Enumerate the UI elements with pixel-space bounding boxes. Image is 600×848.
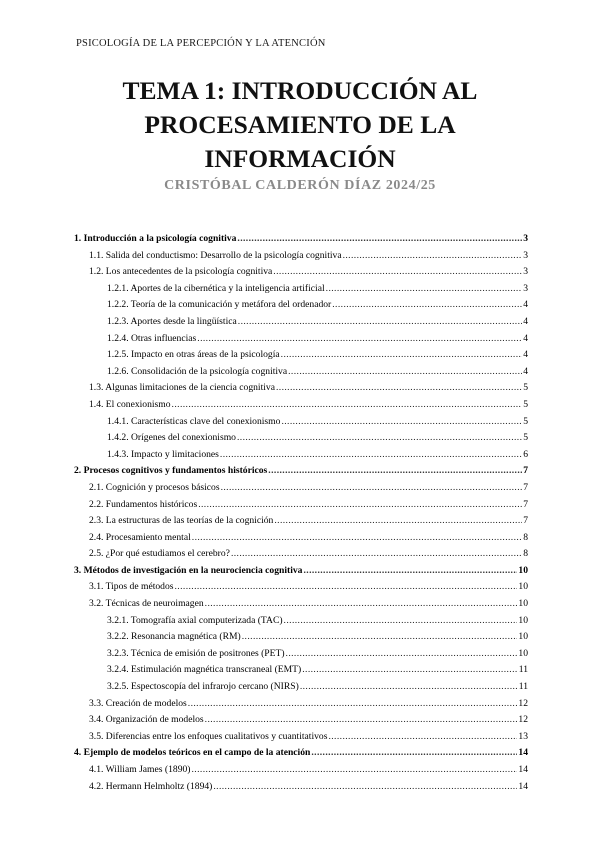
toc-entry-page: 5 bbox=[523, 432, 528, 444]
toc-leader-dots bbox=[205, 714, 518, 725]
toc-leader-dots bbox=[237, 233, 522, 244]
toc-entry-label: 3.2. Técnicas de neuroimagen bbox=[89, 598, 204, 610]
toc-leader-dots bbox=[286, 648, 518, 659]
toc-leader-dots bbox=[273, 266, 522, 277]
toc-entry[interactable] bbox=[74, 681, 528, 698]
toc-leader-dots bbox=[237, 432, 522, 443]
toc-entry-page: 8 bbox=[523, 548, 528, 560]
toc-entry-label: 3.2.1. Tomografía axial computerizada (TAC) bbox=[107, 614, 283, 626]
toc-entry[interactable] bbox=[74, 449, 528, 466]
toc-entry[interactable] bbox=[74, 648, 528, 665]
toc-entry-page: 4 bbox=[523, 315, 528, 327]
toc-entry-label: 1.4.1. Características clave del conexionismo bbox=[107, 415, 281, 427]
toc-leader-dots bbox=[281, 349, 523, 360]
toc-entry-label: 3.1. Tipos de métodos bbox=[89, 581, 174, 593]
toc-entry[interactable] bbox=[74, 349, 528, 366]
toc-entry[interactable] bbox=[74, 581, 528, 598]
toc-leader-dots bbox=[172, 399, 523, 410]
toc-entry-page: 7 bbox=[523, 498, 528, 510]
toc-entry-page: 8 bbox=[523, 531, 528, 543]
toc-leader-dots bbox=[231, 548, 522, 559]
toc-leader-dots bbox=[332, 299, 522, 310]
title-line: INFORMACIÓN bbox=[204, 144, 396, 173]
toc-leader-dots bbox=[326, 283, 523, 294]
toc-entry-label: 1.4.3. Impacto y limitaciones bbox=[107, 448, 219, 460]
toc-entry[interactable] bbox=[74, 382, 528, 399]
toc-leader-dots bbox=[221, 482, 523, 493]
toc-entry-page: 14 bbox=[518, 747, 528, 759]
toc-entry-page: 7 bbox=[523, 465, 528, 477]
toc-entry[interactable] bbox=[74, 399, 528, 416]
toc-entry-label: 1.4.2. Orígenes del conexionismo bbox=[107, 432, 236, 444]
toc-entry[interactable] bbox=[74, 664, 528, 681]
toc-entry[interactable] bbox=[74, 515, 528, 532]
toc-entry-page: 12 bbox=[518, 697, 528, 709]
toc-entry-label: 3.2.3. Técnica de emisión de positrones (PET) bbox=[107, 647, 285, 659]
toc-entry[interactable] bbox=[74, 565, 528, 582]
toc-leader-dots bbox=[302, 664, 518, 675]
toc-entry-page: 6 bbox=[523, 448, 528, 460]
toc-entry-label: 3.3. Creación de modelos bbox=[89, 697, 187, 709]
toc-entry-page: 4 bbox=[523, 332, 528, 344]
toc-leader-dots bbox=[192, 532, 522, 543]
toc-leader-dots bbox=[192, 764, 518, 775]
toc-entry-page: 7 bbox=[523, 515, 528, 527]
toc-leader-dots bbox=[276, 382, 522, 393]
toc-leader-dots bbox=[284, 615, 518, 626]
toc-entry-label: 2.2. Fundamentos históricos bbox=[89, 498, 198, 510]
toc-entry[interactable] bbox=[74, 233, 528, 250]
toc-leader-dots bbox=[220, 449, 522, 460]
toc-entry[interactable] bbox=[74, 615, 528, 632]
toc-entry-page: 3 bbox=[523, 266, 528, 278]
toc-entry-page: 4 bbox=[523, 299, 528, 311]
toc-leader-dots bbox=[303, 565, 517, 576]
toc-entry[interactable] bbox=[74, 316, 528, 333]
toc-entry-page: 5 bbox=[523, 382, 528, 394]
toc-entry-page: 10 bbox=[518, 631, 528, 643]
toc-entry-label: 1.4. El conexionismo bbox=[89, 398, 171, 410]
toc-entry-label: 1.2.4. Otras influencias bbox=[107, 332, 197, 344]
toc-entry-page: 7 bbox=[523, 481, 528, 493]
toc-entry-page: 13 bbox=[518, 730, 528, 742]
toc-leader-dots bbox=[197, 333, 522, 344]
toc-entry-label: 2.5. ¿Por qué estudiamos el cerebro? bbox=[89, 548, 230, 560]
running-header: PSICOLOGÍA DE LA PERCEPCIÓN Y LA ATENCIÓN bbox=[76, 38, 326, 49]
toc-entry-label: 1. Introducción a la psicología cognitiva bbox=[74, 233, 237, 244]
toc-leader-dots bbox=[242, 631, 518, 642]
toc-entry[interactable] bbox=[74, 432, 528, 449]
toc-entry-label: 3.4. Organización de modelos bbox=[89, 714, 204, 726]
toc-entry-label: 3.5. Diferencias entre los enfoques cualitativos y cuantitativos bbox=[89, 730, 328, 742]
toc-leader-dots bbox=[205, 598, 518, 609]
toc-entry-page: 11 bbox=[518, 664, 528, 676]
toc-entry[interactable] bbox=[74, 698, 528, 715]
toc-entry-page: 5 bbox=[523, 415, 528, 427]
toc-entry-page: 14 bbox=[518, 764, 528, 775]
toc-entry-label: 1.2. Los antecedentes de la psicología cognitiva bbox=[89, 266, 273, 278]
toc-entry-label: 4.2. Hermann Helmholtz (1894) bbox=[89, 780, 213, 792]
toc-entry[interactable] bbox=[74, 250, 528, 267]
toc-entry[interactable] bbox=[74, 548, 528, 565]
toc-entry[interactable] bbox=[74, 731, 528, 748]
toc-leader-dots bbox=[311, 747, 517, 758]
toc-entry-label: 3. Métodos de investigación en la neurociencia cognitiva bbox=[74, 564, 303, 576]
toc-entry-label: 3.2.5. Espectoscopía del infrarojo cercano (NIRS) bbox=[107, 681, 299, 693]
toc-entry-page: 3 bbox=[523, 249, 528, 261]
toc-entry-page: 3 bbox=[523, 233, 528, 244]
toc-entry-label: 1.1. Salida del conductismo: Desarrollo de la psicología cognitiva bbox=[89, 249, 342, 261]
toc-entry-page: 4 bbox=[523, 349, 528, 361]
toc-entry-label: 4.1. William James (1890) bbox=[89, 764, 191, 775]
toc-leader-dots bbox=[288, 366, 522, 377]
toc-entry-label: 1.2.1. Aportes de la cibernética y la inteligencia artificial bbox=[107, 282, 325, 294]
toc-entry-label: 4. Ejemplo de modelos teóricos en el campo de la atención bbox=[74, 747, 311, 759]
toc-entry-page: 10 bbox=[518, 598, 528, 610]
toc-leader-dots bbox=[328, 731, 517, 742]
toc-entry[interactable] bbox=[74, 764, 528, 781]
toc-leader-dots bbox=[268, 465, 522, 476]
toc-entry-page: 11 bbox=[518, 681, 528, 693]
author-line: CRISTÓBAL CALDERÓN DÍAZ 2024/25 bbox=[164, 178, 436, 193]
toc-entry[interactable] bbox=[74, 714, 528, 731]
toc-entry[interactable] bbox=[74, 299, 528, 316]
toc-entry[interactable] bbox=[74, 598, 528, 615]
toc-entry-page: 14 bbox=[518, 780, 528, 792]
toc-entry-page: 10 bbox=[518, 564, 528, 576]
toc-entry[interactable] bbox=[74, 333, 528, 350]
toc-entry-label: 1.3. Algunas limitaciones de la ciencia cognitiva bbox=[89, 382, 275, 394]
title-line: TEMA 1: INTRODUCCIÓN AL bbox=[122, 76, 478, 105]
toc-entry[interactable] bbox=[74, 747, 528, 764]
toc-entry-label: 2.1. Cognición y procesos básicos bbox=[89, 481, 220, 493]
toc-entry[interactable] bbox=[74, 366, 528, 383]
toc-entry-label: 1.2.3. Aportes desde la lingüística bbox=[107, 315, 237, 327]
toc-entry[interactable] bbox=[74, 416, 528, 433]
toc-entry[interactable] bbox=[74, 283, 528, 300]
title-line: PROCESAMIENTO DE LA bbox=[144, 110, 456, 139]
toc-entry[interactable] bbox=[74, 781, 528, 798]
toc-leader-dots bbox=[213, 781, 517, 792]
toc-leader-dots bbox=[300, 681, 518, 692]
table-of-contents bbox=[74, 233, 528, 797]
toc-entry-label: 2. Procesos cognitivos y fundamentos históricos bbox=[74, 465, 268, 477]
document-title bbox=[60, 74, 540, 176]
toc-entry-label: 2.4. Procesamiento mental bbox=[89, 531, 191, 543]
toc-entry-label: 1.2.5. Impacto en otras áreas de la psicología bbox=[107, 349, 280, 361]
toc-entry[interactable] bbox=[74, 499, 528, 516]
toc-leader-dots bbox=[188, 698, 518, 709]
toc-entry-label: 3.2.4. Estimulación magnética transcraneal (EMT) bbox=[107, 664, 302, 676]
toc-entry-page: 10 bbox=[518, 581, 528, 593]
toc-entry-page: 12 bbox=[518, 714, 528, 726]
toc-entry-page: 3 bbox=[523, 282, 528, 294]
toc-leader-dots bbox=[198, 499, 522, 510]
toc-entry-page: 4 bbox=[523, 365, 528, 377]
toc-entry-label: 1.2.6. Consolidación de la psicología cognitiva bbox=[107, 365, 288, 377]
toc-entry[interactable] bbox=[74, 482, 528, 499]
toc-entry[interactable] bbox=[74, 532, 528, 549]
toc-entry-label: 3.2.2. Resonancia magnética (RM) bbox=[107, 631, 241, 643]
toc-entry[interactable] bbox=[74, 266, 528, 283]
toc-leader-dots bbox=[175, 581, 518, 592]
toc-entry-page: 10 bbox=[518, 647, 528, 659]
toc-leader-dots bbox=[281, 416, 522, 427]
toc-entry-page: 10 bbox=[518, 614, 528, 626]
toc-entry-label: 2.3. La estructuras de las teorías de la cognición bbox=[89, 515, 274, 527]
toc-entry-page: 5 bbox=[523, 398, 528, 410]
toc-entry-label: 1.2.2. Teoría de la comunicación y metáfora del ordenador bbox=[107, 299, 332, 311]
toc-leader-dots bbox=[274, 515, 522, 526]
toc-leader-dots bbox=[343, 250, 523, 261]
toc-leader-dots bbox=[238, 316, 522, 327]
toc-entry[interactable] bbox=[74, 631, 528, 648]
toc-entry[interactable] bbox=[74, 465, 528, 482]
